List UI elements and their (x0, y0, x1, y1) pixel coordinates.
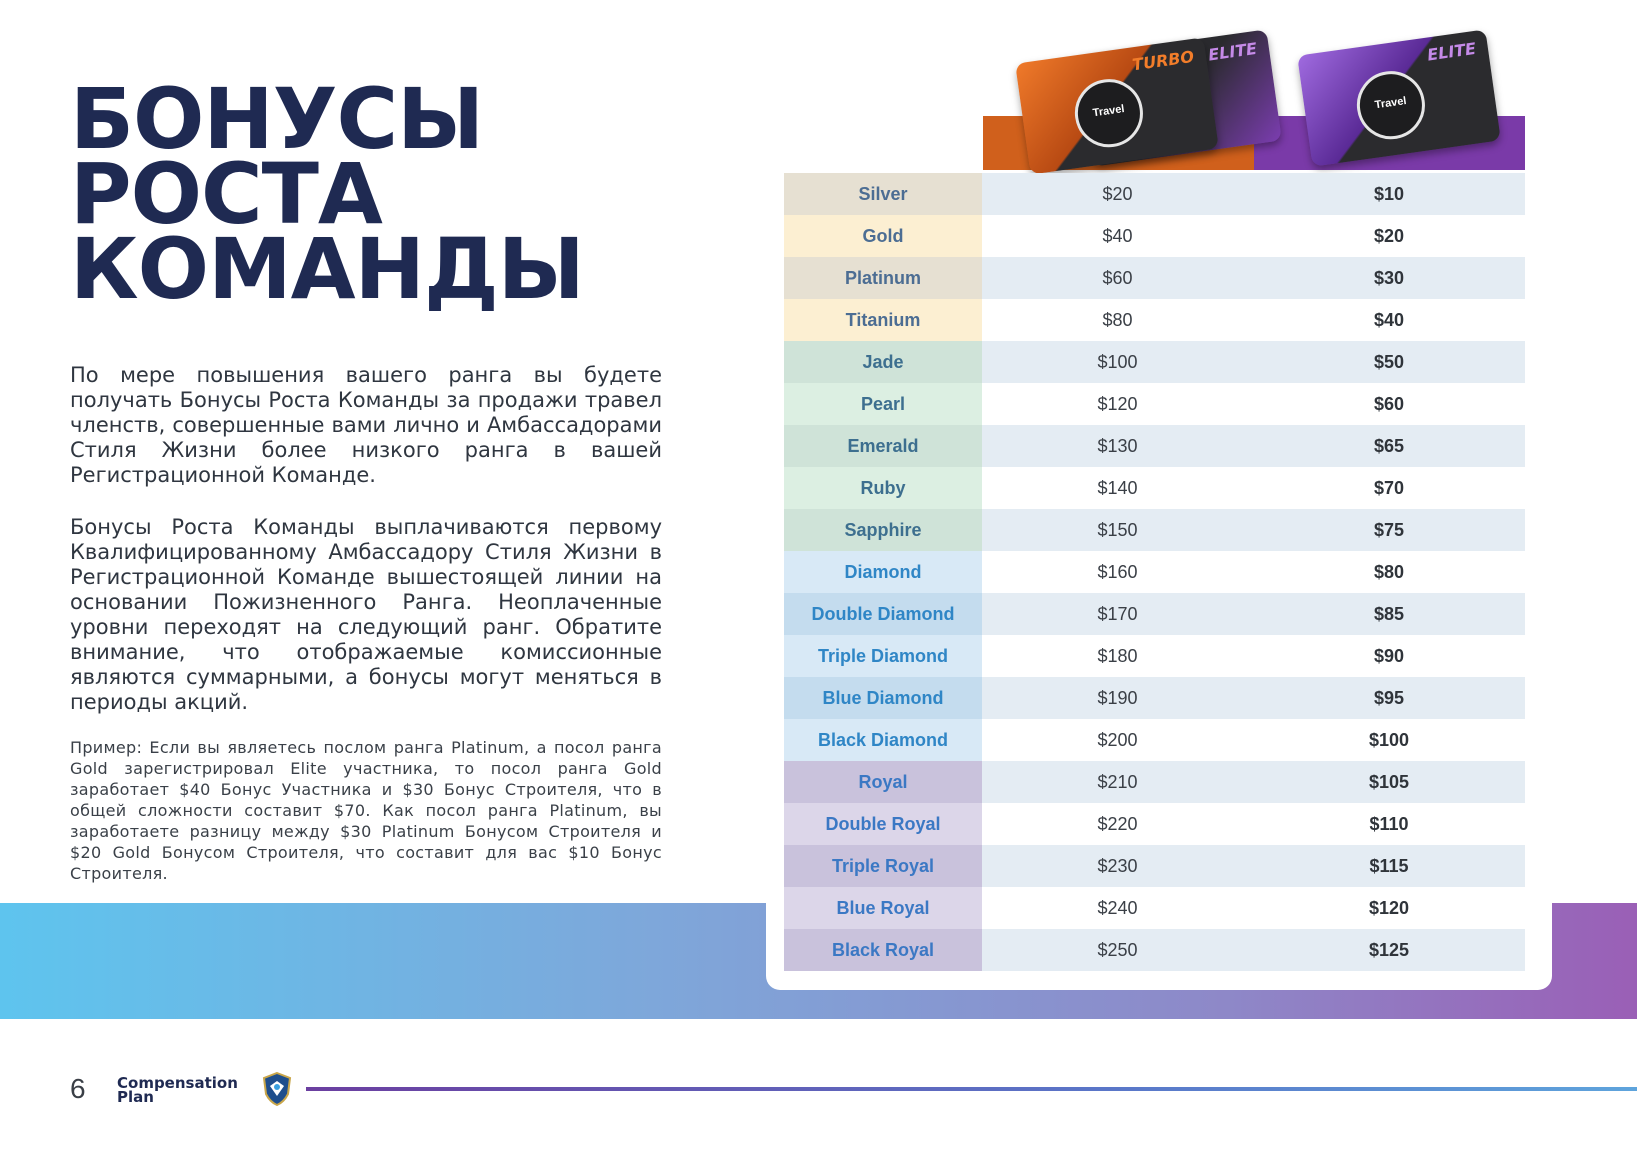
table-row (784, 425, 1525, 467)
rank-cell: Blue Diamond (784, 677, 982, 719)
turbo-value-cell: $150 (982, 509, 1253, 551)
rank-cell: Sapphire (784, 509, 982, 551)
rank-cell: Royal (784, 761, 982, 803)
rank-cell: Blue Royal (784, 887, 982, 929)
rank-cell: Pearl (784, 383, 982, 425)
example-paragraph: Пример: Если вы являетесь послом ранга Platinum, а посол ранга Gold зарегистрировал Elite участника, то посол ранга Gold заработает $40 Бонус Участника и $30 Бонус Строителя, что в общей сложности составит $70. Как посол ранга Platinum, вы заработаете разницу между $30 Platinum Бонусом Строителя и $20 Gold Бонусом Строителя, что составит для вас $10 Бонус Строителя. (70, 738, 662, 883)
card-back-label: ELITE (1207, 38, 1259, 65)
turbo-value-cell: $230 (982, 845, 1253, 887)
turbo-value-cell: $200 (982, 719, 1253, 761)
rank-cell: Ruby (784, 467, 982, 509)
table-row (784, 257, 1525, 299)
turbo-value-cell: $180 (982, 635, 1253, 677)
footer-label-line-1: Compensation (117, 1074, 238, 1092)
turbo-value-cell: $60 (982, 257, 1253, 299)
elite-value-cell: $80 (1253, 551, 1525, 593)
page-number: 6 (70, 1073, 86, 1104)
elite-value-cell: $90 (1253, 635, 1525, 677)
turbo-value-cell: $80 (982, 299, 1253, 341)
table-row (784, 677, 1525, 719)
table-row (784, 761, 1525, 803)
elite-value-cell: $40 (1253, 299, 1525, 341)
table-row (784, 467, 1525, 509)
rank-cell: Triple Royal (784, 845, 982, 887)
table-row (784, 383, 1525, 425)
table-row (784, 929, 1525, 971)
table-row (784, 887, 1525, 929)
table-row (784, 299, 1525, 341)
shield-logo-icon (262, 1072, 292, 1106)
turbo-value-cell: $160 (982, 551, 1253, 593)
elite-value-cell: $120 (1253, 887, 1525, 929)
rank-cell: Black Diamond (784, 719, 982, 761)
turbo-value-cell: $190 (982, 677, 1253, 719)
turbo-value-cell: $100 (982, 341, 1253, 383)
elite-value-cell: $60 (1253, 383, 1525, 425)
elite-value-cell: $110 (1253, 803, 1525, 845)
elite-value-cell: $105 (1253, 761, 1525, 803)
elite-value-cell: $10 (1253, 173, 1525, 215)
elite-value-cell: $115 (1253, 845, 1525, 887)
bonus-table (784, 173, 1525, 971)
table-row (784, 341, 1525, 383)
turbo-value-cell: $250 (982, 929, 1253, 971)
table-row (784, 635, 1525, 677)
elite-value-cell: $85 (1253, 593, 1525, 635)
table-row (784, 551, 1525, 593)
elite-value-cell: $50 (1253, 341, 1525, 383)
turbo-value-cell: $210 (982, 761, 1253, 803)
rank-cell: Platinum (784, 257, 982, 299)
turbo-value-cell: $20 (982, 173, 1253, 215)
page-title (70, 70, 584, 318)
intro-paragraph: По мере повышения вашего ранга вы будете получать Бонусы Роста Команды за продажи травел членств, совершенные вами лично и Амбассадорами Стиля Жизни более низкого ранга в вашей Регистрационной Команде. (70, 363, 662, 487)
elite-value-cell: $95 (1253, 677, 1525, 719)
turbo-value-cell: $240 (982, 887, 1253, 929)
turbo-value-cell: $120 (982, 383, 1253, 425)
title-line-1: БОНУСЫ (70, 70, 484, 168)
footer-label-line-2: Plan (117, 1088, 154, 1106)
rank-cell: Emerald (784, 425, 982, 467)
table-row (784, 719, 1525, 761)
turbo-value-cell: $40 (982, 215, 1253, 257)
rank-cell: Jade (784, 341, 982, 383)
rank-cell: Silver (784, 173, 982, 215)
title-line-3: КОМАНДЫ (70, 220, 584, 318)
elite-value-cell: $75 (1253, 509, 1525, 551)
rank-cell: Gold (784, 215, 982, 257)
table-row (784, 509, 1525, 551)
table-row (784, 215, 1525, 257)
table-row (784, 803, 1525, 845)
rank-cell: Black Royal (784, 929, 982, 971)
table-row (784, 173, 1525, 215)
footer-label (117, 1076, 257, 1104)
elite-value-cell: $20 (1253, 215, 1525, 257)
elite-card-label: ELITE (1426, 38, 1478, 65)
rank-cell: Titanium (784, 299, 982, 341)
travel-badge-icon: Travel (1353, 67, 1430, 144)
rank-cell: Double Royal (784, 803, 982, 845)
turbo-value-cell: $130 (982, 425, 1253, 467)
rank-cell: Triple Diamond (784, 635, 982, 677)
turbo-card-label: TURBO (1131, 46, 1196, 75)
table-row (784, 593, 1525, 635)
elite-value-cell: $30 (1253, 257, 1525, 299)
rank-cell: Diamond (784, 551, 982, 593)
rank-cell: Double Diamond (784, 593, 982, 635)
travel-badge-icon: Travel (1071, 75, 1148, 152)
title-line-2: РОСТА (70, 145, 382, 243)
elite-value-cell: $125 (1253, 929, 1525, 971)
turbo-value-cell: $220 (982, 803, 1253, 845)
elite-value-cell: $70 (1253, 467, 1525, 509)
footer-divider (306, 1087, 1637, 1091)
table-row (784, 845, 1525, 887)
elite-value-cell: $65 (1253, 425, 1525, 467)
elite-value-cell: $100 (1253, 719, 1525, 761)
turbo-value-cell: $140 (982, 467, 1253, 509)
payout-paragraph: Бонусы Роста Команды выплачиваются первому Квалифицированному Амбассадору Стиля Жизни в Регистрационной Команде вышестоящей линии на основании Пожизненного Ранга. Неоплаченные уровни переходят на следующий ранг. Обратите внимание, что отображаемые комиссионные являются суммарными, а бонусы могут меняться в периоды акций. (70, 515, 662, 714)
turbo-value-cell: $170 (982, 593, 1253, 635)
